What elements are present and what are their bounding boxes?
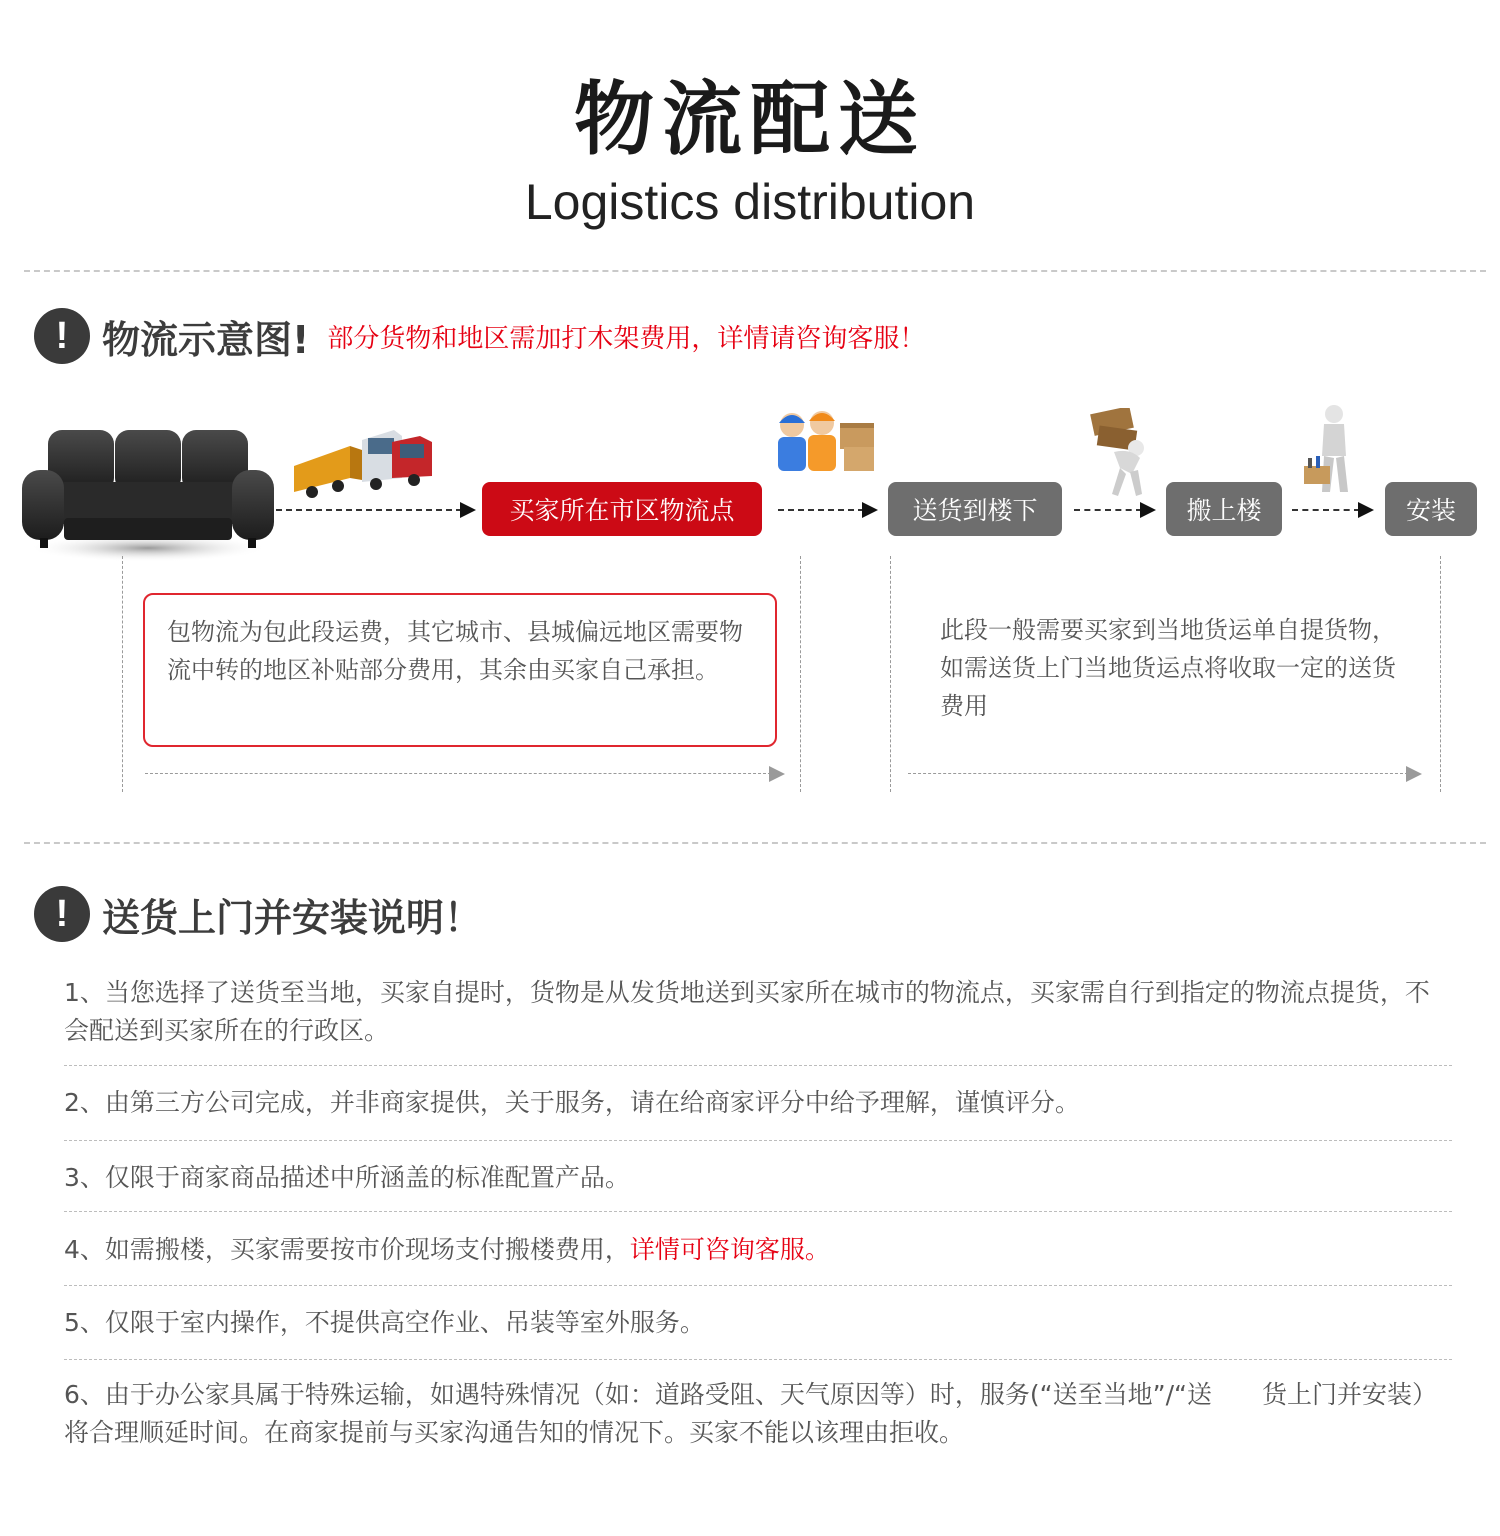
exclamation-icon: ! — [34, 308, 90, 364]
step-city-logistics-point: 买家所在市区物流点 — [482, 482, 762, 536]
list-item — [64, 1159, 1454, 1197]
flow-arrow — [1074, 500, 1156, 520]
item-separator — [64, 1140, 1452, 1141]
divider — [24, 270, 1486, 272]
flow-arrow — [1292, 500, 1374, 520]
step-deliver-downstairs: 送货到楼下 — [888, 482, 1062, 536]
item-separator — [64, 1359, 1452, 1360]
workers-image — [770, 405, 880, 475]
item-separator — [64, 1211, 1452, 1212]
section-title: 送货上门并安装说明！ — [102, 895, 483, 940]
range-arrow — [908, 764, 1422, 784]
tools-image — [1300, 402, 1360, 497]
item-text: 1、当您选择了送货至当地，买家自提时，货物是从发货地送到买家所在城市的物流点，买家需自行到指定的物流点提货，不会配送到买家所在的行政区。 — [64, 978, 1430, 1045]
list-item — [64, 1376, 1454, 1452]
item-text: 6、由于办公家具属于特殊运输，如遇特殊情况（如：道路受阻、天气原因等）时，服务(“送至当地”/“送 货上门并安装）将合理顺延时间。在商家提前与买家沟通告知的情况下。买家不能以该理由拒收。 — [64, 1380, 1437, 1447]
truck-image — [292, 420, 442, 500]
flow-arrow — [778, 500, 878, 520]
item-separator — [64, 1065, 1452, 1066]
list-item — [64, 1084, 1454, 1122]
item-separator — [64, 1285, 1452, 1286]
carrying-box-image — [1084, 408, 1154, 498]
list-item — [64, 1231, 1454, 1269]
item-highlight: 详情可咨询客服。 — [629, 1235, 830, 1264]
divider — [24, 842, 1486, 844]
note-box-right: 此段一般需要买家到当地货运单自提货物，如需送货上门当地货运点将收取一定的送货费用 — [940, 616, 1396, 720]
list-item — [64, 1304, 1454, 1342]
page-subtitle: Logistics distribution — [524, 174, 976, 230]
guide-line — [890, 556, 891, 792]
guide-line — [1440, 556, 1441, 792]
flow-arrow — [276, 500, 476, 520]
logistics-section-header — [34, 306, 925, 366]
section-note: 部分货物和地区需加打木架费用，详情请咨询客服！ — [327, 323, 926, 354]
guide-line — [122, 556, 123, 792]
install-section-header — [34, 884, 482, 944]
guide-line — [800, 556, 801, 792]
note-box-left: 包物流为包此段运费，其它城市、县城偏远地区需要物流中转的地区补贴部分费用，其余由买家自己承担。 — [143, 593, 777, 747]
item-text: 3、仅限于商家商品描述中所涵盖的标准配置产品。 — [64, 1163, 630, 1192]
range-arrow — [145, 764, 785, 784]
item-text: 2、由第三方公司完成，并非商家提供，关于服务，请在给商家评分中给予理解，谨慎评分。 — [64, 1088, 1080, 1117]
step-install: 安装 — [1385, 482, 1477, 536]
step-carry-upstairs: 搬上楼 — [1166, 482, 1282, 536]
page-title: 物流配送 — [574, 73, 926, 166]
sofa-image — [20, 420, 276, 570]
list-item — [64, 974, 1454, 1050]
item-text: 5、仅限于室内操作，不提供高空作业、吊装等室外服务。 — [64, 1308, 705, 1337]
exclamation-icon: ! — [34, 886, 90, 942]
section-title: 物流示意图! — [102, 317, 310, 362]
item-text: 4、如需搬楼，买家需要按市价现场支付搬楼费用， — [64, 1235, 630, 1264]
